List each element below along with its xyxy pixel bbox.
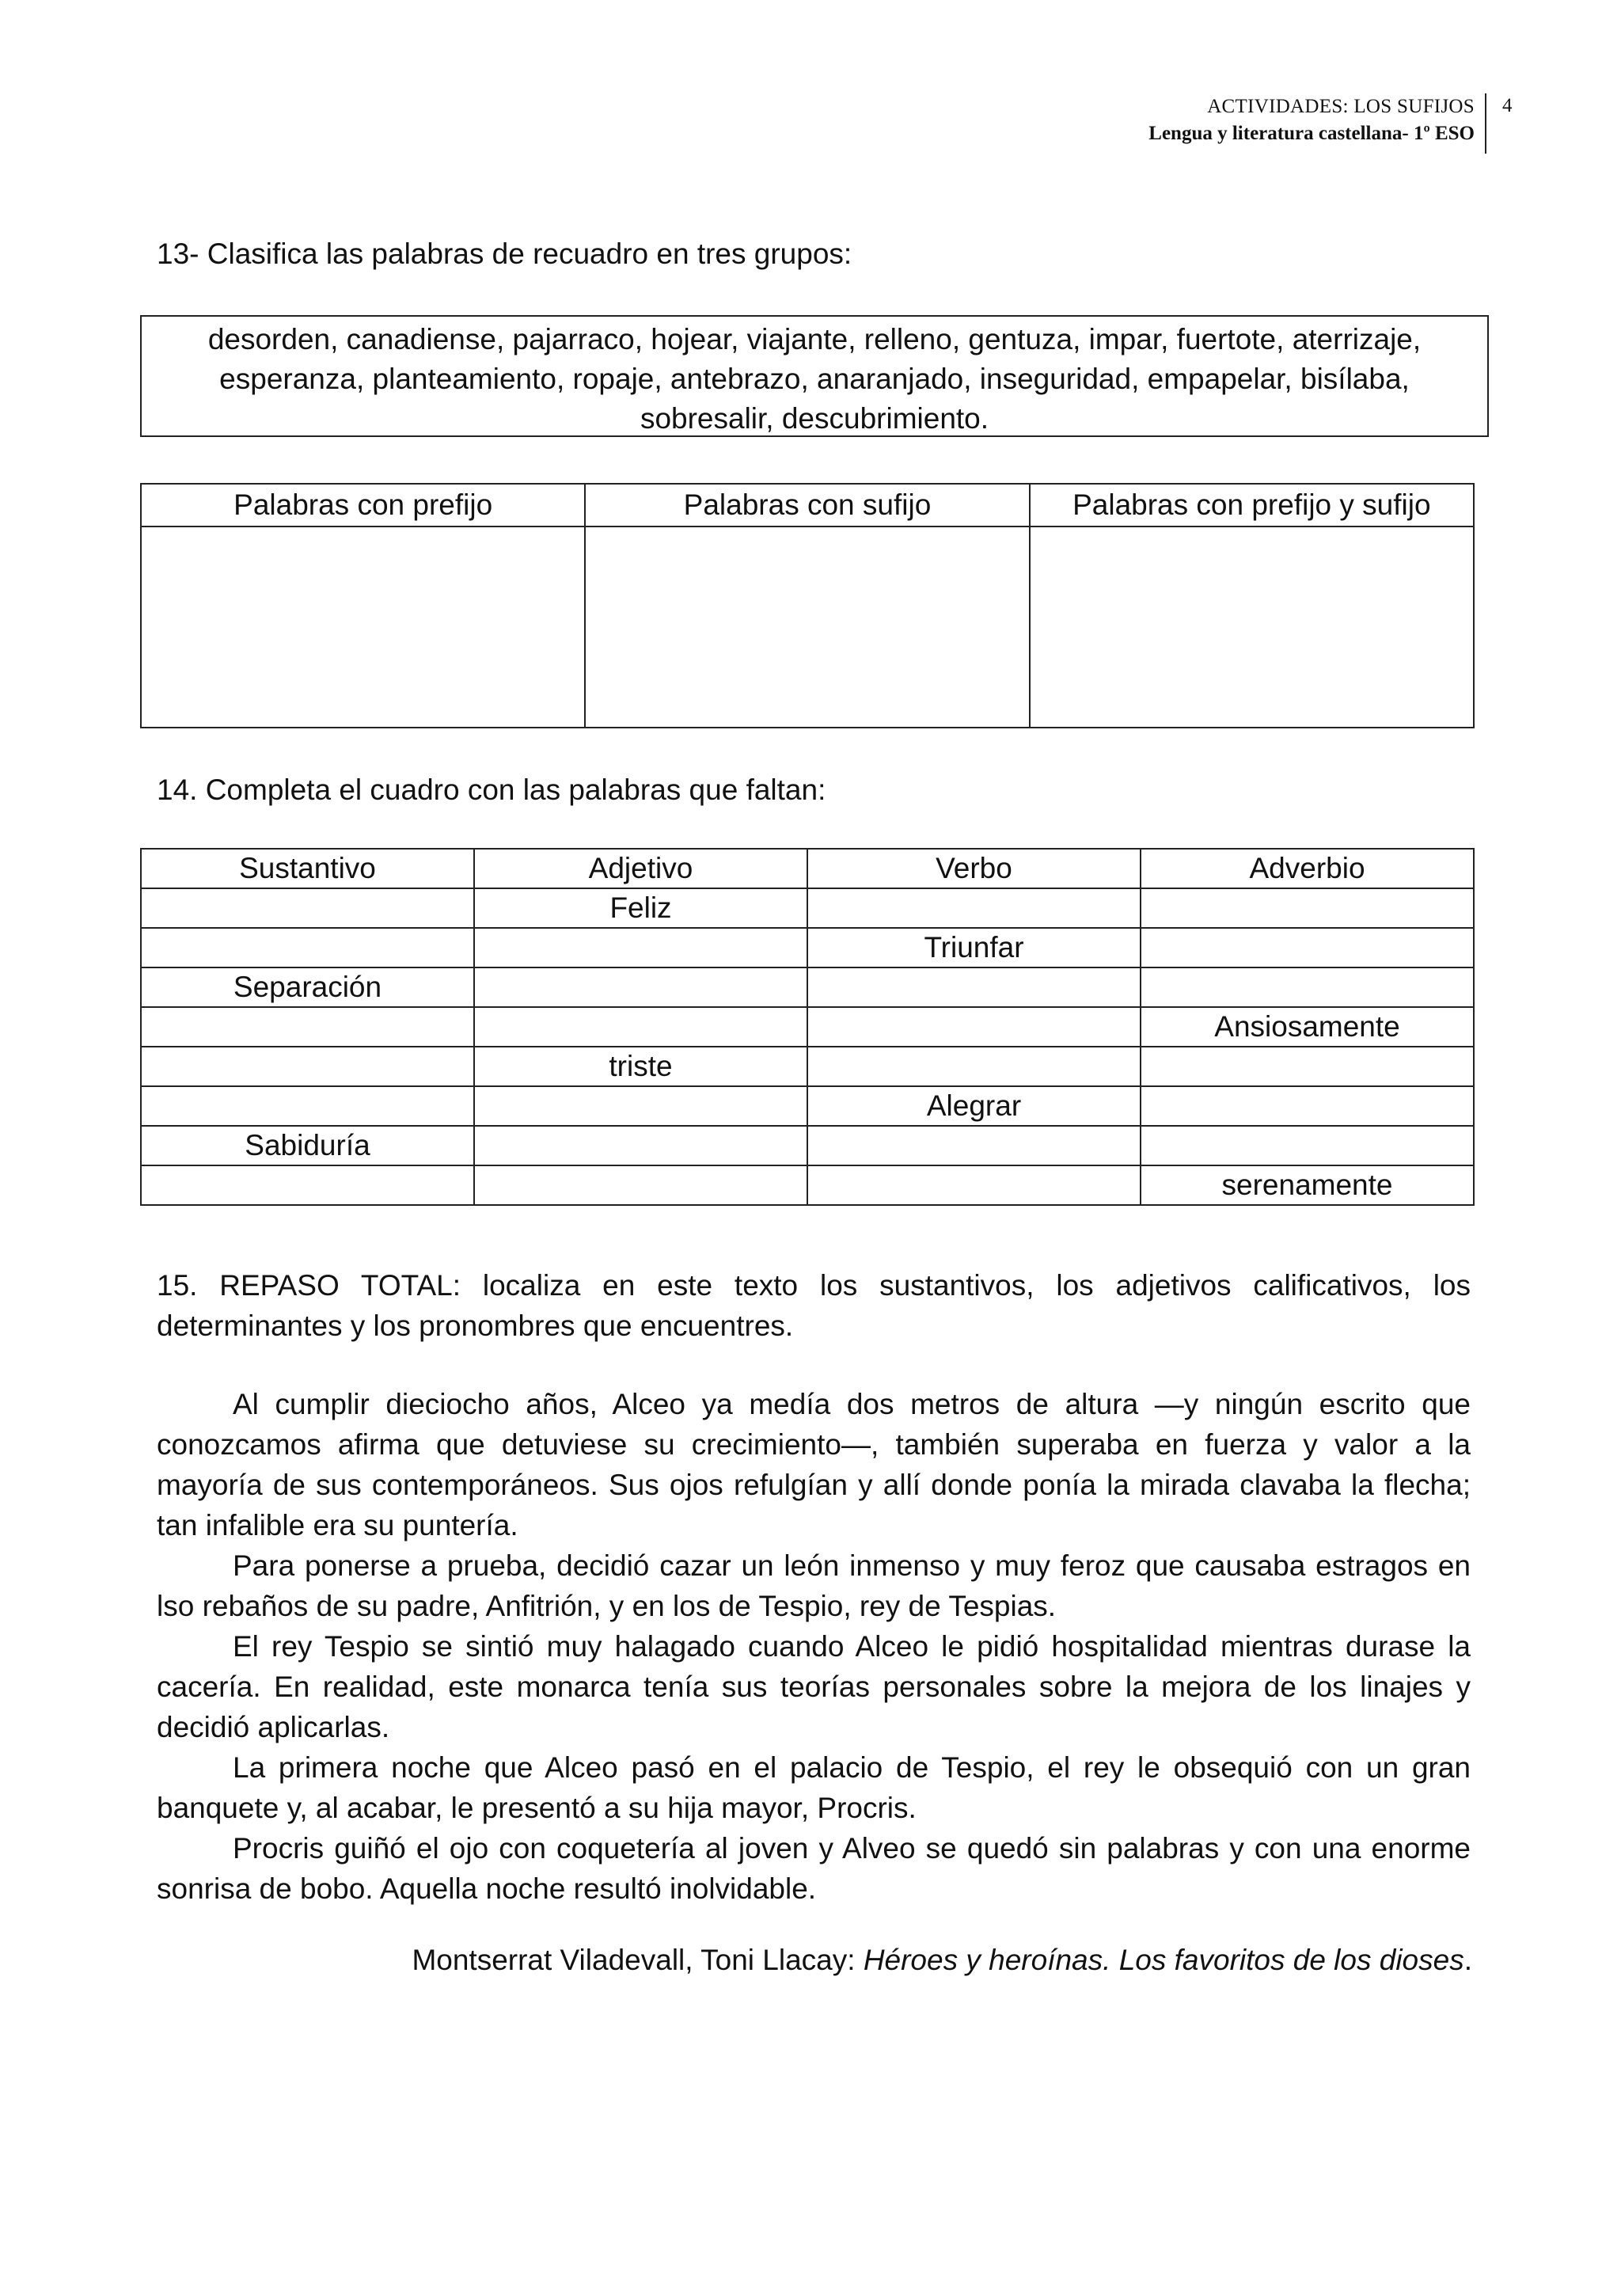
page-header <box>1148 93 1475 147</box>
citation-title: Héroes y heroínas. Los favoritos de los dioses <box>863 1944 1464 1976</box>
header-title: ACTIVIDADES: LOS SUFIJOS <box>1207 96 1475 117</box>
table-row <box>141 1126 1474 1165</box>
table-cell[interactable]: serenamente <box>1141 1165 1474 1205</box>
column-header-sufijo: Palabras con sufijo <box>585 484 1029 526</box>
table-cell[interactable] <box>474 928 807 967</box>
table-cell[interactable] <box>141 888 474 928</box>
table-row <box>141 928 1474 967</box>
passage-paragraph: El rey Tespio se sintió muy halagado cuando Alceo le pidió hospitalidad mientras durase la cacería. En realidad, este monarca tenía sus teorías personales sobre la mejora de los linajes y decidió aplicarlas. <box>157 1630 1471 1743</box>
passage-paragraph: La primera noche que Alceo pasó en el palacio de Tespio, el rey le obsequió con un gran banquete y, al acabar, le presentó a su hija mayor, Procris. <box>157 1751 1471 1824</box>
table-cell[interactable]: Separación <box>141 967 474 1007</box>
header-divider <box>1485 93 1486 154</box>
classification-table <box>140 483 1475 728</box>
table-cell[interactable] <box>807 1165 1141 1205</box>
word-box: desorden, canadiense, pajarraco, hojear, viajante, relleno, gentuza, impar, fuertote, aterrizaje, esperanza, planteamiento, ropaje, antebrazo, anaranjado, inseguridad, empapelar, bisílaba, sobresalir, descubrimiento. <box>140 315 1489 437</box>
question-15-prompt <box>157 1265 1471 1346</box>
table-cell[interactable]: Sabiduría <box>141 1126 474 1165</box>
citation <box>412 1941 1472 1980</box>
column-header-prefijo: Palabras con prefijo <box>141 484 585 526</box>
table-header-row <box>141 849 1474 888</box>
header-subject: Lengua y literatura castellana- 1º ESO <box>1148 123 1475 144</box>
table-cell[interactable] <box>1141 888 1474 928</box>
table-cell[interactable] <box>474 1086 807 1126</box>
reading-passage <box>157 1384 1471 1909</box>
table-cell[interactable] <box>474 967 807 1007</box>
question-15-text: 15. REPASO TOTAL: localiza en este texto los sustantivos, los adjetivos calificativos, los determinantes y los pronombres que encuentres. <box>157 1269 1471 1342</box>
table-cell[interactable]: Ansiosamente <box>1141 1007 1474 1047</box>
header-adverbio: Adverbio <box>1141 849 1474 888</box>
answer-cell-prefijo[interactable] <box>141 526 585 728</box>
table-cell[interactable]: Feliz <box>474 888 807 928</box>
citation-end: . <box>1463 1944 1472 1976</box>
table-cell[interactable] <box>807 1047 1141 1086</box>
question-13-prompt: 13- Clasifica las palabras de recuadro en tres grupos: <box>157 238 852 270</box>
table-cell[interactable] <box>474 1007 807 1047</box>
table-cell[interactable] <box>1141 1047 1474 1086</box>
table-cell[interactable] <box>141 1047 474 1086</box>
table-cell[interactable] <box>807 1007 1141 1047</box>
table-cell[interactable]: triste <box>474 1047 807 1086</box>
table-cell[interactable] <box>1141 967 1474 1007</box>
citation-authors: Montserrat Viladevall, Toni Llacay: <box>412 1944 864 1976</box>
table-cell[interactable] <box>1141 928 1474 967</box>
table-cell[interactable] <box>141 1007 474 1047</box>
passage-paragraph: Para ponerse a prueba, decidió cazar un león inmenso y muy feroz que causaba estragos en lso rebaños de su padre, Anfitrión, y en los de Tespio, rey de Tespias. <box>157 1549 1471 1622</box>
passage-paragraph: Procris guiñó el ojo con coquetería al joven y Alveo se quedó sin palabras y con una enorme sonrisa de bobo. Aquella noche resultó inolvidable. <box>157 1832 1471 1905</box>
table-row <box>141 888 1474 928</box>
table-cell[interactable] <box>1141 1126 1474 1165</box>
table-cell[interactable] <box>474 1126 807 1165</box>
question-14-prompt: 14. Completa el cuadro con las palabras que faltan: <box>157 774 826 806</box>
answer-cell-sufijo[interactable] <box>585 526 1029 728</box>
table-cell[interactable] <box>1141 1086 1474 1126</box>
header-adjetivo: Adjetivo <box>474 849 807 888</box>
column-header-prefijo-sufijo: Palabras con prefijo y sufijo <box>1030 484 1474 526</box>
answer-cell-prefijo-sufijo[interactable] <box>1030 526 1474 728</box>
table-cell[interactable] <box>807 888 1141 928</box>
table-row <box>141 1007 1474 1047</box>
passage-paragraph: Al cumplir dieciocho años, Alceo ya medía dos metros de altura —y ningún escrito que conozcamos afirma que detuviese su crecimiento—, también superaba en fuerza y valor a la mayoría de sus contemporáneos. Sus ojos refulgían y allí donde ponía la mirada clavaba la flecha; tan infalible era su puntería. <box>157 1388 1471 1541</box>
table-cell[interactable] <box>807 967 1141 1007</box>
table-cell[interactable] <box>474 1165 807 1205</box>
header-verbo: Verbo <box>807 849 1141 888</box>
table-cell[interactable]: Alegrar <box>807 1086 1141 1126</box>
header-sustantivo: Sustantivo <box>141 849 474 888</box>
table-cell[interactable]: Triunfar <box>807 928 1141 967</box>
table-row <box>141 1086 1474 1126</box>
page-number: 4 <box>1502 95 1513 116</box>
table-cell[interactable] <box>141 1165 474 1205</box>
table-cell[interactable] <box>807 1126 1141 1165</box>
table-row <box>141 1165 1474 1205</box>
table-cell[interactable] <box>141 928 474 967</box>
word-family-table <box>140 848 1475 1206</box>
table-cell[interactable] <box>141 1086 474 1126</box>
table-row <box>141 967 1474 1007</box>
table-row <box>141 1047 1474 1086</box>
